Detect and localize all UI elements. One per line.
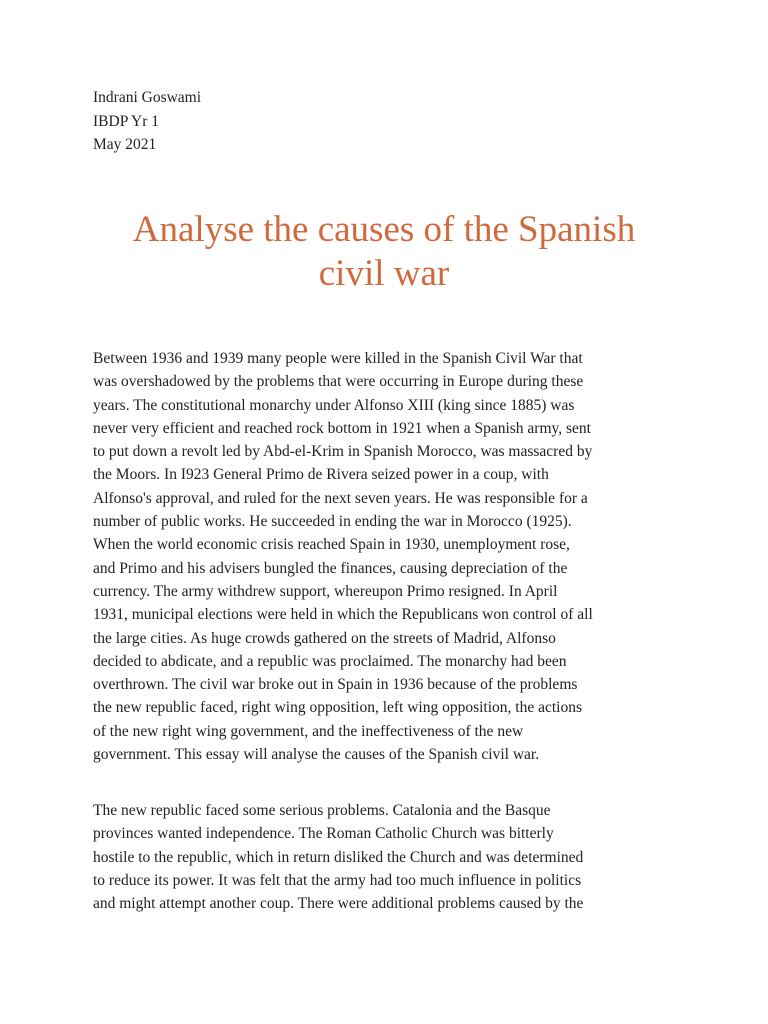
paragraph-line: never very efficient and reached rock bottom in 1921 when a Spanish army, sent — [93, 419, 591, 437]
paragraph-line: provinces wanted independence. The Roman Catholic Church was bitterly — [93, 825, 554, 843]
paragraph-line: the Moors. In I923 General Primo de Rivera seized power in a coup, with — [93, 466, 549, 484]
paragraph-line: years. The constitutional monarchy under Alfonso XIII (king since 1885) was — [93, 396, 575, 414]
paragraph-line: hostile to the republic, which in return disliked the Church and was determined — [93, 848, 584, 866]
paragraph-line: was overshadowed by the problems that were occurring in Europe during these — [93, 373, 584, 391]
paragraph-line: to put down a revolt led by Abd-el-Krim in Spanish Morocco, was massacred by — [93, 443, 593, 461]
paragraph-line: of the new right wing government, and the ineffectiveness of the new — [93, 722, 524, 740]
paragraph-line: government. This essay will analyse the causes of the Spanish civil war. — [93, 746, 540, 764]
essay-title-line-2: civil war — [318, 253, 450, 294]
paragraph-line: the large cities. As huge crowds gathered on the streets of Madrid, Alfonso — [93, 629, 556, 647]
document-header — [93, 86, 201, 157]
class-label: IBDP Yr 1 — [93, 112, 160, 130]
paragraph-line: currency. The army withdrew support, whereupon Primo resigned. In April — [93, 582, 558, 600]
document-date: May 2021 — [93, 136, 157, 153]
essay-title-line-1: Analyse the causes of the Spanish — [132, 209, 636, 250]
paragraph-line: to reduce its power. It was felt that the army had too much influence in politics — [93, 871, 582, 889]
paragraph-line: and might attempt another coup. There were additional problems caused by the — [93, 895, 584, 913]
intro-paragraph — [93, 347, 683, 766]
paragraph-line: and Primo and his advisers bungled the finances, causing depreciation of the — [93, 559, 568, 577]
paragraph-line: Between 1936 and 1939 many people were killed in the Spanish Civil War that — [93, 350, 583, 367]
body-paragraph — [93, 799, 683, 915]
paragraph-line: The new republic faced some serious problems. Catalonia and the Basque — [93, 802, 551, 819]
author-name: Indrani Goswami — [93, 89, 202, 106]
paragraph-line: overthrown. The civil war broke out in Spain in 1936 because of the problems — [93, 676, 578, 694]
essay-title — [60, 208, 708, 296]
paragraph-line: When the world economic crisis reached Spain in 1930, unemployment rose, — [93, 536, 570, 554]
paragraph-line: Alfonso's approval, and ruled for the next seven years. He was responsible for a — [93, 489, 588, 507]
paragraph-line: decided to abdicate, and a republic was proclaimed. The monarchy had been — [93, 652, 567, 670]
paragraph-line: the new republic faced, right wing opposition, left wing opposition, the actions — [93, 699, 583, 717]
paragraph-line: 1931, municipal elections were held in which the Republicans won control of all — [93, 606, 593, 624]
paragraph-line: number of public works. He succeeded in ending the war in Morocco (1925). — [93, 513, 572, 531]
